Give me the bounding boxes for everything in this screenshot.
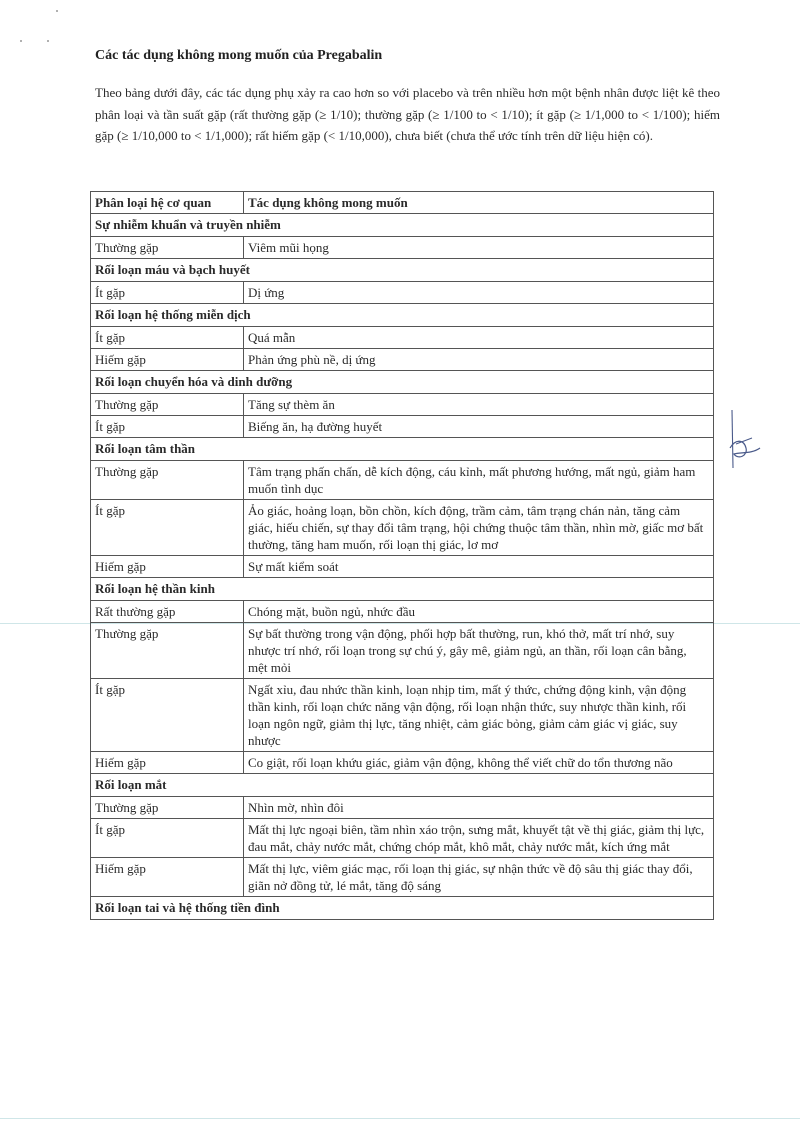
scan-speck <box>20 40 22 42</box>
table-row <box>91 679 714 752</box>
organ-class-heading: Rối loạn mắt <box>91 774 714 797</box>
scan-speck <box>47 40 49 42</box>
table-row <box>91 416 714 438</box>
table-header-row <box>91 192 714 214</box>
frequency-cell: Thường gặp <box>91 461 244 500</box>
frequency-cell: Hiếm gặp <box>91 556 244 578</box>
table-body <box>91 192 714 920</box>
effects-cell: Viêm mũi họng <box>244 237 714 259</box>
table-row <box>91 623 714 679</box>
adverse-effects-table <box>90 191 714 920</box>
scan-speck <box>56 10 58 12</box>
effects-cell: Ngất xỉu, đau nhức thần kinh, loạn nhịp tim, mất ý thức, chứng động kinh, vận động thần kinh, rối loạn chức năng vận động, rối loạn nhận thức, suy nhược thần kinh, rối loạn ngôn ngữ, giảm thị lực, tăng nhiệt, cảm giác bỏng, giảm cảm giác vị giác, suy nhược <box>244 679 714 752</box>
frequency-cell: Ít gặp <box>91 327 244 349</box>
effects-cell: Sự bất thường trong vận động, phối hợp bất thường, run, khó thở, mất trí nhớ, suy nhược trí nhớ, rối loạn trong sự chú ý, gây mê, giảm ngủ, an thần, rối loạn cân bằng, mệt mỏi <box>244 623 714 679</box>
frequency-cell: Thường gặp <box>91 394 244 416</box>
table-row <box>91 327 714 349</box>
table-group-row <box>91 214 714 237</box>
table-row <box>91 282 714 304</box>
table-group-row <box>91 259 714 282</box>
effects-cell: Dị ứng <box>244 282 714 304</box>
table-row <box>91 461 714 500</box>
scan-artifact-line <box>0 1118 800 1119</box>
table-row <box>91 797 714 819</box>
table-row <box>91 556 714 578</box>
frequency-cell: Ít gặp <box>91 416 244 438</box>
frequency-cell: Ít gặp <box>91 500 244 556</box>
document-title: Các tác dụng không mong muốn của Pregabalin <box>95 48 383 63</box>
organ-class-heading: Rối loạn hệ thống miễn dịch <box>91 304 714 327</box>
table-group-row <box>91 304 714 327</box>
frequency-cell: Ít gặp <box>91 819 244 858</box>
table-group-row <box>91 578 714 601</box>
frequency-cell: Thường gặp <box>91 797 244 819</box>
frequency-cell: Hiếm gặp <box>91 752 244 774</box>
table-row <box>91 237 714 259</box>
table-row <box>91 752 714 774</box>
effects-cell: Ảo giác, hoảng loạn, bồn chồn, kích động, trầm cảm, tâm trạng chán nản, tăng cảm giác, hiếu chiến, sự thay đổi tâm trạng, hội chứng thuộc tâm thần, nhìn mờ, giấc mơ bất thường, tăng ham muốn, rối loạn thị giác, lơ mơ <box>244 500 714 556</box>
effects-cell: Mất thị lực ngoại biên, tầm nhìn xáo trộn, sưng mắt, khuyết tật về thị giác, giảm thị lực, đau mắt, chảy nước mắt, chứng chóp mắt, khô mắt, chảy nước mắt, kích ứng mắt <box>244 819 714 858</box>
table-row <box>91 500 714 556</box>
table-row <box>91 819 714 858</box>
effects-cell: Co giật, rối loạn khứu giác, giảm vận động, không thể viết chữ do tổn thương não <box>244 752 714 774</box>
organ-class-heading: Rối loạn tâm thần <box>91 438 714 461</box>
intro-paragraph: Theo bảng dưới đây, các tác dụng phụ xảy ra cao hơn so với placebo và trên nhiều hơn một bệnh nhân được liệt kê theo phân loại và tần suất gặp (rất thường gặp (≥ 1/10); thường gặp (≥ 1/100 to < 1/10); ít gặp (≥ 1/1,000 to < 1/100); hiếm gặp (≥ 1/10,000 to < 1/1,000); rất hiếm gặp (< 1/10,000), chưa biết (chưa thể ước tính trên dữ liệu hiện có). <box>95 85 720 143</box>
frequency-cell: Rất thường gặp <box>91 601 244 623</box>
effects-cell: Chóng mặt, buồn ngủ, nhức đầu <box>244 601 714 623</box>
effects-cell: Tăng sự thèm ăn <box>244 394 714 416</box>
frequency-cell: Ít gặp <box>91 282 244 304</box>
effects-cell: Phản ứng phù nề, dị ứng <box>244 349 714 371</box>
table-group-row <box>91 897 714 920</box>
frequency-cell: Hiếm gặp <box>91 349 244 371</box>
table-group-row <box>91 438 714 461</box>
frequency-cell: Hiếm gặp <box>91 858 244 897</box>
table-row <box>91 394 714 416</box>
organ-class-heading: Rối loạn chuyển hóa và dinh dưỡng <box>91 371 714 394</box>
frequency-cell: Thường gặp <box>91 623 244 679</box>
header-organ-class: Phân loại hệ cơ quan <box>91 192 244 214</box>
organ-class-heading: Sự nhiễm khuẩn và truyền nhiễm <box>91 214 714 237</box>
table-row <box>91 601 714 623</box>
effects-cell: Quá mẫn <box>244 327 714 349</box>
effects-cell: Nhìn mờ, nhìn đôi <box>244 797 714 819</box>
effects-cell: Sự mất kiểm soát <box>244 556 714 578</box>
table-row <box>91 349 714 371</box>
frequency-cell: Thường gặp <box>91 237 244 259</box>
table-group-row <box>91 774 714 797</box>
organ-class-heading: Rối loạn tai và hệ thống tiền đình <box>91 897 714 920</box>
table-group-row <box>91 371 714 394</box>
handwritten-signature <box>726 408 766 478</box>
header-adverse-effects: Tác dụng không mong muốn <box>244 192 714 214</box>
frequency-cell: Ít gặp <box>91 679 244 752</box>
table-row <box>91 858 714 897</box>
organ-class-heading: Rối loạn máu và bạch huyết <box>91 259 714 282</box>
effects-cell: Tâm trạng phấn chấn, dễ kích động, cáu kỉnh, mất phương hướng, mất ngủ, giảm ham muốn tình dục <box>244 461 714 500</box>
effects-cell: Biếng ăn, hạ đường huyết <box>244 416 714 438</box>
effects-cell: Mất thị lực, viêm giác mạc, rối loạn thị giác, sự nhận thức về độ sâu thị giác thay đổi, giãn nở đồng tử, lé mắt, tăng độ sáng <box>244 858 714 897</box>
organ-class-heading: Rối loạn hệ thần kinh <box>91 578 714 601</box>
